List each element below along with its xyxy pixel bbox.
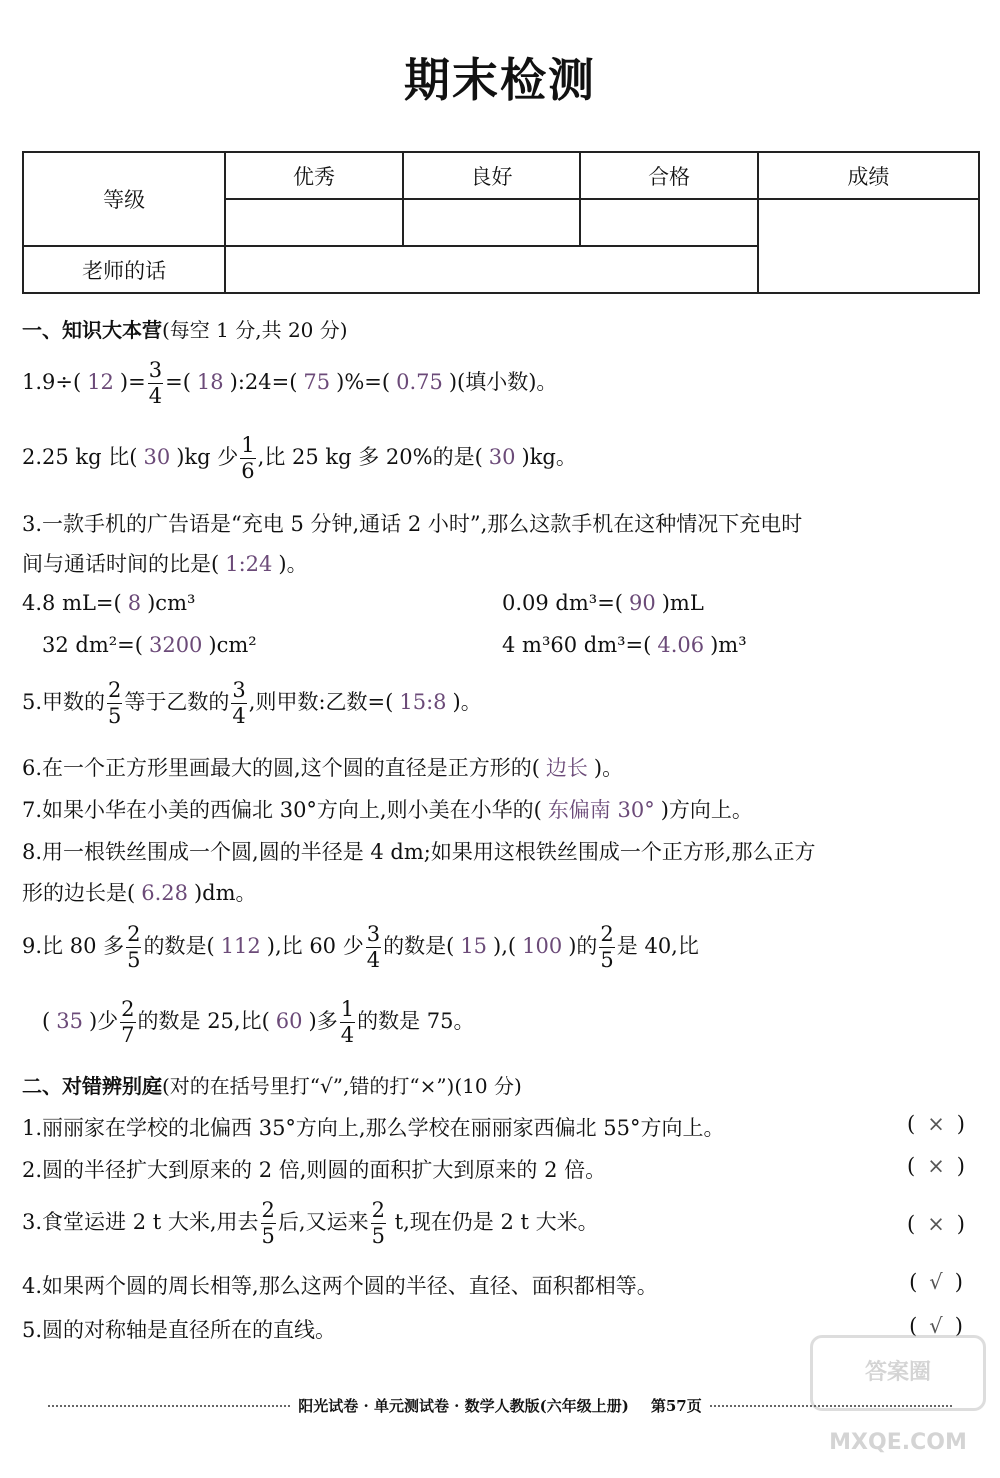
question-3-line2: 间与通话时间的比是( 1:24 )。 <box>22 552 308 576</box>
pass-cell <box>580 199 758 246</box>
judge-item-2: 2.圆的半径扩大到原来的 2 倍,则圆的面积扩大到原来的 2 倍。 <box>22 1158 607 1182</box>
answer: 12 <box>87 370 114 394</box>
question-8-line2: 形的边长是( 6.28 )dm。 <box>22 881 257 905</box>
watermark-logo: 答案圈 MXQE.COM <box>810 1335 986 1411</box>
footer-text: 阳光试卷 · 单元测试卷 · 数学人教版(六年级上册) <box>298 1397 629 1415</box>
grade-label: 等级 <box>23 152 225 246</box>
judge-mark-2: ( × ) <box>906 1154 965 1178</box>
question-5: 5.甲数的 $\frac{2}{5}$ 等于乙数的 $\frac{3}{4}$ ,则甲数:乙数=( 15:8 )。 <box>22 678 482 728</box>
question-9-line2: ( 35 )少 $\frac{2}{7}$ 的数是 25,比( 60 )多 $\frac{1}{4}$ 的数是 75。 <box>42 997 475 1047</box>
fraction: $\frac{3}{4}$ <box>148 358 163 408</box>
score-label: 成绩 <box>758 152 979 199</box>
question-7: 7.如果小华在小美的西偏北 30°方向上,则小美在小华的( 东偏南 30° )方向上。 <box>22 798 753 822</box>
judge-item-4: 4.如果两个圆的周长相等,那么这两个圆的半径、直径、面积都相等。 <box>22 1274 658 1298</box>
question-4-right1: 0.09 dm³=( 90 )mL <box>502 591 704 615</box>
level-excellent: 优秀 <box>225 152 403 199</box>
section1-heading: 一、知识大本营(每空 1 分,共 20 分) <box>22 318 348 342</box>
question-4-right2: 4 m³60 dm³=( 4.06 )m³ <box>502 633 747 657</box>
good-cell <box>403 199 581 246</box>
question-3-line1: 3.一款手机的广告语是“充电 5 分钟,通话 2 小时”,那么这款手机在这种情况下充电时 <box>22 512 803 536</box>
judge-mark-4: ( √ ) <box>909 1270 963 1294</box>
judge-mark-5: ( √ ) <box>909 1314 963 1338</box>
page-number: 第57页 <box>650 1397 702 1415</box>
teacher-comment-cell <box>225 246 758 293</box>
footer-divider-right <box>710 1405 952 1407</box>
fraction: $\frac{1}{6}$ <box>241 433 255 483</box>
question-9-line1: 9.比 80 多 $\frac{2}{5}$ 的数是( 112 ),比 60 少 $\frac{3}{4}$ 的数是( 15 ),( 100 )的 $\frac{2}{5}$ 是 40,比 <box>22 922 699 972</box>
question-1: 1.9÷( 12 )= $\frac{3}{4}$ =( 18 ):24=( 75 )%=( 0.75 )(填小数)。 <box>22 358 558 408</box>
page-title: 期末检测 <box>404 53 596 107</box>
judge-item-5: 5.圆的对称轴是直径所在的直线。 <box>22 1318 337 1342</box>
judge-mark-1: ( × ) <box>906 1112 965 1136</box>
footer <box>40 1395 960 1416</box>
judge-item-1: 1.丽丽家在学校的北偏西 35°方向上,那么学校在丽丽家西偏北 55°方向上。 <box>22 1116 725 1140</box>
question-8-line1: 8.用一根铁丝围成一个圆,圆的半径是 4 dm;如果用这根铁丝围成一个正方形,那么正方 <box>22 840 816 864</box>
question-6: 6.在一个正方形里画最大的圆,这个圆的直径是正方形的( 边长 )。 <box>22 756 624 780</box>
footer-divider-left <box>48 1405 290 1407</box>
grade-table <box>22 151 980 294</box>
question-4-left1: 4.8 mL=( 8 )cm³ <box>22 591 196 615</box>
question-4-left2: 32 dm²=( 3200 )cm² <box>42 633 257 657</box>
section2-heading: 二、对错辨别庭(对的在括号里打“√”,错的打“×”)(10 分) <box>22 1074 522 1098</box>
teacher-label: 老师的话 <box>23 246 225 293</box>
judge-item-3: 3.食堂运进 2 t 大米,用去 $\frac{2}{5}$ 后,又运来 $\frac{2}{5}$ t,现在仍是 2 t 大米。 <box>22 1198 599 1248</box>
question-2: 2.25 kg 比( 30 )kg 少 $\frac{1}{6}$ ,比 25 kg 多 20%的是( 30 )kg。 <box>22 433 577 483</box>
judge-mark-3: ( × ) <box>906 1212 965 1236</box>
level-pass: 合格 <box>580 152 758 199</box>
score-cell <box>758 199 979 293</box>
excellent-cell <box>225 199 403 246</box>
level-good: 良好 <box>403 152 581 199</box>
